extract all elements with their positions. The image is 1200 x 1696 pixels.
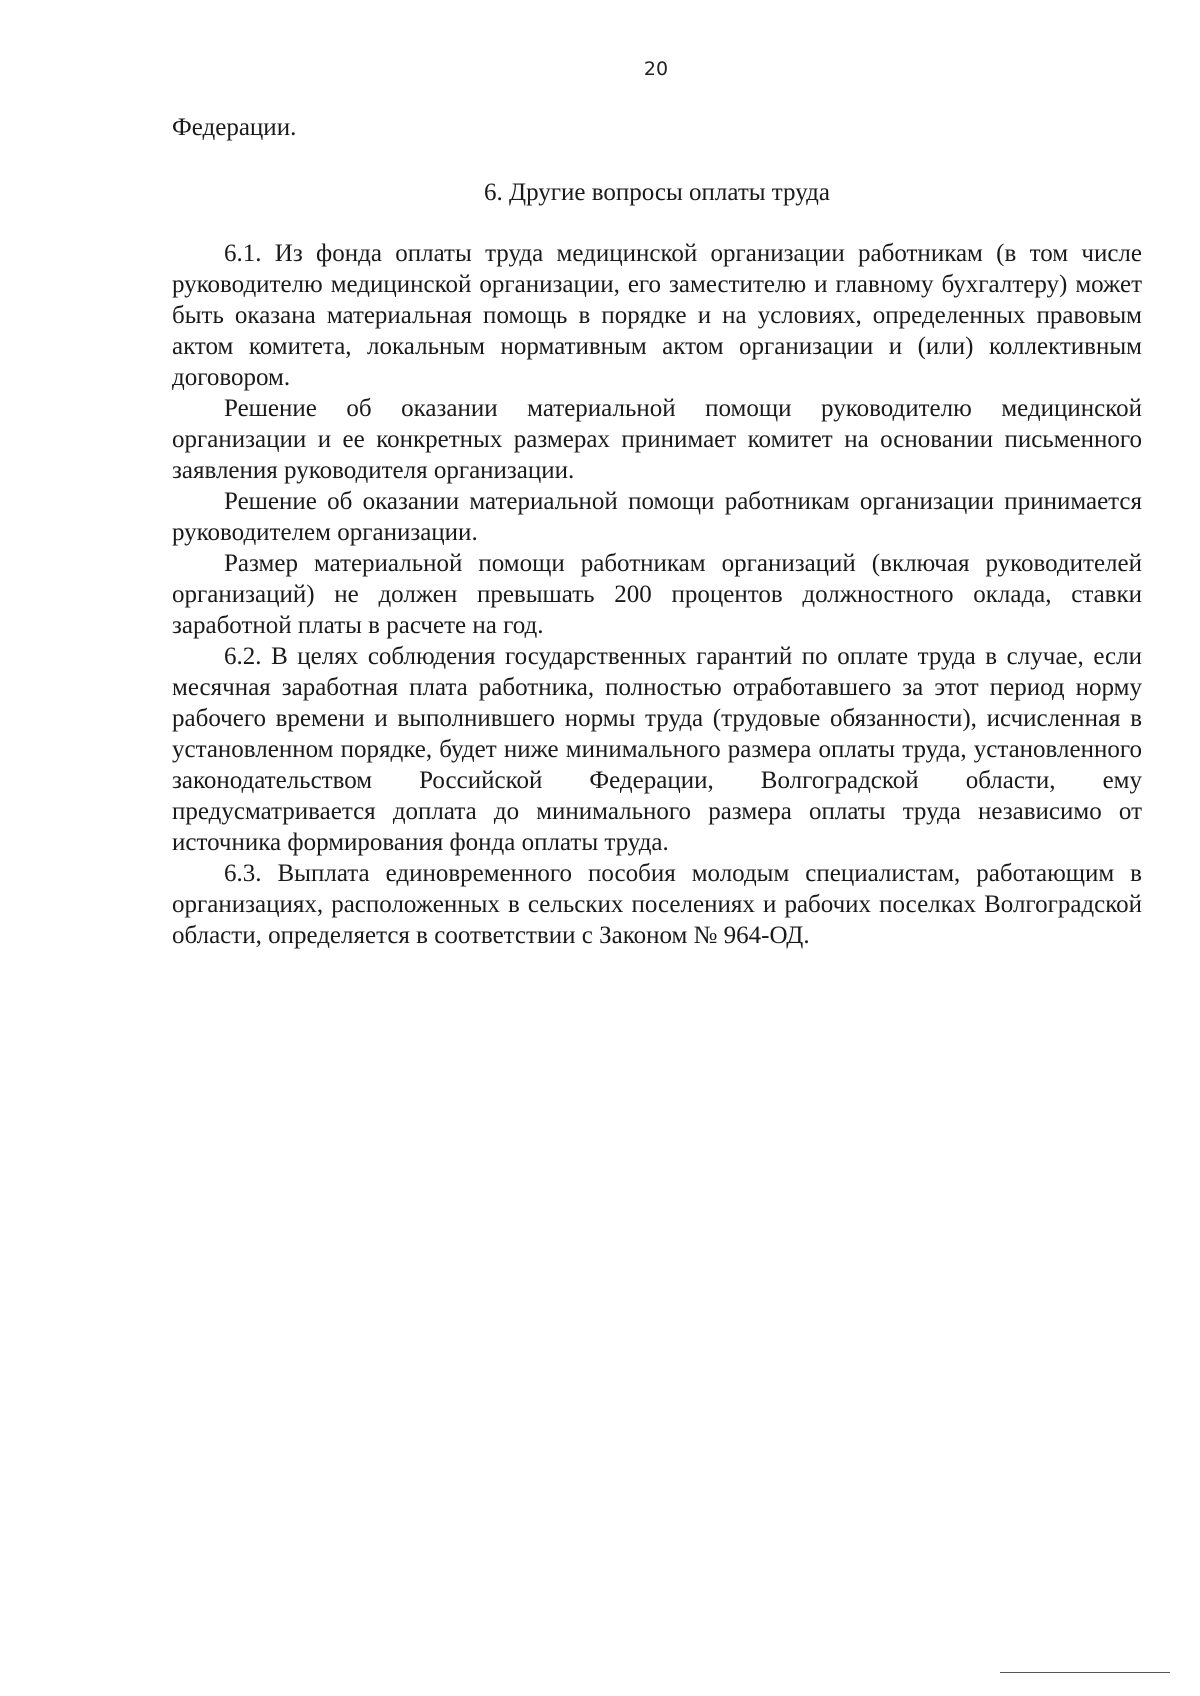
- paragraph-6-1: 6.1. Из фонда оплаты труда медицинской организации работникам (в том числе руководителю медицинской организации, его заместителю и главному бухгалтеру) может быть оказана материальная помощь в порядке и на условиях, определенных правовым актом комитета, локальным нормативным актом организации и (или) коллективным договором.: [172, 240, 1142, 391]
- document-body: [172, 112, 1142, 951]
- paragraph-aid-director: Решение об оказании материальной помощи руководителю медицинской организации и ее конкретных размерах принимает комитет на основании письменного заявления руководителя организации.: [172, 395, 1142, 484]
- paragraph-6-2: 6.2. В целях соблюдения государственных гарантий по оплате труда в случае, если месячная заработная плата работника, полностью отработавшего за этот период норму рабочего времени и выполнившего нормы труда (трудовые обязанности), исчисленная в установленном порядке, будет ниже минимального размера оплаты труда, установленного законодательством Российской Федерации, Волгоградской области, ему предусматривается доплата до минимального размера оплаты труда независимо от источника формирования фонда оплаты труда.: [172, 643, 1142, 856]
- section-heading: 6. Другие вопросы оплаты труда: [484, 179, 830, 206]
- continuation-text: Федерации.: [172, 114, 297, 141]
- paragraph-aid-employees: Решение об оказании материальной помощи работникам организации принимается руководителем организации.: [172, 488, 1142, 546]
- paragraph-6-3: 6.3. Выплата единовременного пособия молодым специалистам, работающим в организациях, расположенных в сельских поселениях и рабочих поселках Волгоградской области, определяется в соответствии с Законом № 964-ОД.: [172, 860, 1142, 949]
- page-number: 20: [643, 58, 669, 80]
- paragraph-aid-amount: Размер материальной помощи работникам организаций (включая руководителей организаций) не должен превышать 200 процентов должностного оклада, ставки заработной платы в расчете на год.: [172, 550, 1142, 639]
- bottom-rule: [1000, 1672, 1170, 1673]
